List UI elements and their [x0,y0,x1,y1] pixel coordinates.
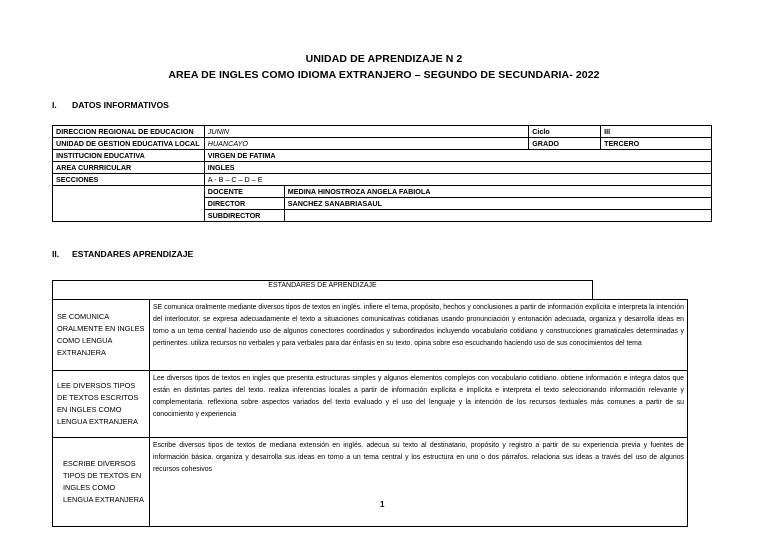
ie-value: VIRGEN DE FATIMA [204,150,711,162]
subdirector-value [284,210,711,222]
document-subtitle: AREA DE INGLES COMO IDIOMA EXTRANJERO – SEGUNDO DE SECUNDARIA- 2022 [168,69,600,81]
competence-label: SE COMUNICA ORALMENTE EN INGLES COMO LENGUA EXTRANJERA [53,300,150,371]
section-heading-estandares [52,249,193,259]
competence-description: Escribe diversos tipos de textos de mediana extensión en inglés. adecua su texto al destinatario, propósito y registro a partir de su experiencia previa y fuentes de información básica. organiza y desarrolla sus ideas en torno a un tema central y los estructura en uno o dos párrafos. relaciona sus ideas a través del uso de algunos recursos cohesivos [150,438,688,527]
empty-cell [53,186,205,222]
secciones-label: SECCIONES [53,174,205,186]
area-label: AREA CURRRICULAR [53,162,205,174]
director-label: DIRECTOR [204,198,284,210]
subdirector-label: SUBDIRECTOR [204,210,284,222]
table-row [53,371,688,438]
table-row [53,138,712,150]
docente-label: DOCENTE [204,186,284,198]
section-heading-datos [52,100,169,110]
page-number: 1 [380,500,385,509]
section-number: II. [52,249,60,259]
info-table [52,125,712,222]
competence-description: SE comunica oralmente mediante diversos tipos de textos en inglés. infiere el tema, propósito, hechos y conclusiones a partir de información explícita e interpreta la intención del interlocutor. se expresa adecuadamente el texto a situaciones comunicativas cotidianas usando pronunciación y entonación adecuada, organiza y desarrolla ideas en torno a un tema central haciendo uso de algunos conectores coordinados y subordinados incluyendo vocabulario cotidiano y construcciones gramaticales determinadas y pertinentes. utiliza recursos no verbales y para verbales para dar énfasis en su texto. opina sobre eso escuchando haciendo uso de sus conocimientos del tema [150,300,688,371]
ciclo-value: III [601,126,712,138]
competence-label: LEE DIVERSOS TIPOS DE TEXTOS ESCRITOS EN INGLES COMO LENGUA EXTRANJERA [53,371,150,438]
table-row [53,186,712,198]
table-row [53,438,688,527]
table-row [53,150,712,162]
ciclo-label: Ciclo [529,126,601,138]
dre-value: JUNIN [204,126,528,138]
grado-value: TERCERO [601,138,712,150]
competence-description: Lee diversos tipos de textos en ingles que presenta estructuras simples y algunos elementos complejos con vocabulario cotidiano. obtiene información e integra datos que están en distintas partes del texto. realiza inferencias locales a partir de información explícita e implícita e interpreta el texto seleccionando información relevante y complementaria. reflexiona sobre aspectos variados del texto evaluado y el uso del lenguaje y la intención de los recursos textuales más comunes a partir de su conocimiento y experiencia [150,371,688,438]
section-title: ESTANDARES APRENDIZAJE [72,249,194,259]
section-title: DATOS INFORMATIVOS [72,100,169,110]
secciones-value: A - B – C – D – E [204,174,711,186]
grado-label: GRADO [529,138,601,150]
docente-value: MEDINA HINOSTROZA ANGELA FABIOLA [284,186,711,198]
director-value: SANCHEZ SANABRIASAUL [284,198,711,210]
dre-label: DIRECCION REGIONAL DE EDUCACION [53,126,205,138]
ie-label: INSTITUCION EDUCATIVA [53,150,205,162]
table-row [53,300,688,371]
ugel-label: UNIDAD DE GESTION EDUCATIVA LOCAL [53,138,205,150]
table-row [53,174,712,186]
table-row [53,126,712,138]
standards-table [52,299,688,527]
area-value: INGLES [204,162,711,174]
section-number: I. [52,100,57,110]
competence-label: ESCRIBE DIVERSOS TIPOS DE TEXTOS EN INGLES COMO LENGUA EXTRANJERA [53,438,150,527]
table-row [53,162,712,174]
document-title: UNIDAD DE APRENDIZAJE N 2 [305,53,463,65]
standards-header: ESTANDARES DE APRENDIZAJE [52,280,593,300]
ugel-value: HUANCAYO [204,138,528,150]
